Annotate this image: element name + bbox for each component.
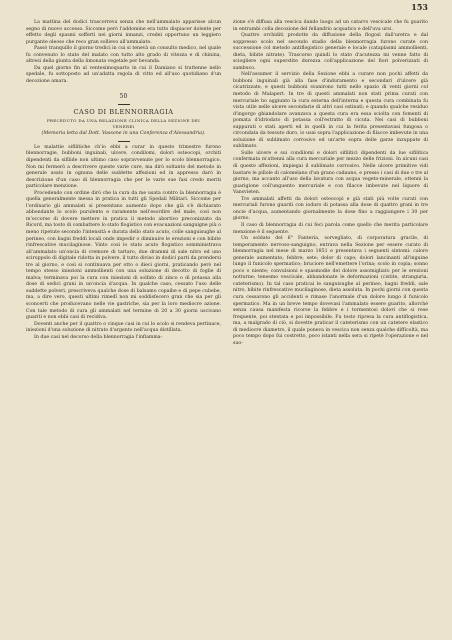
paragraph: zione s'è diffusa alla vescica dando luogo ad un catarro vescicale che fu guarito in entrambi colla decozione del fellandrio acquatico e dell'uva ursi.	[233, 20, 428, 32]
section-number: 50	[119, 93, 128, 101]
paragraph: In due casi nel decorso della blennorragia l'infiamma-	[34, 334, 163, 340]
paragraph: Un soldato del 6° Fanteria, sorvegliato, di corporatura gracile, di temperamento nervoso-sanguigno, entrava nella Sezione per essere curato di blennorragia nel mese di marzo 1851 e presentava i seguenti sintomi: calore generale aumentato; febbre; sete; dolor di capo; dolori lancinanti all'inguine lungo il funicolo spermatico; bruciore nell'emettere l'orina; scolo in copia; sonno poco o niente; convulsioni e spasmodie del dolore assomigliato per le erezioni notturne; tenesmo vescicale, abbandonate le deformazioni (cistite, stranguria, cateterismo). In tal caso praticai le sanguisughe al perineo, bagni freddi, sale nitro, bibite rinfrescative mucilaginose, dieta assoluta. In pochi giorni con questa cura cessarono gli accidenti e rimase l'anormale d'un dolore lungo il funicolo spermatico. Ma in un breve tempo dovevasi l'ammalato essere guarito, allorché senza causa manifesta ricorse la febbre e i tormentosi dolori che si rese frequente, poi stentata e poi impossibile. Fu tosto ripresa la cura antiflogistica, ma, a malgrado di ciò, si dovette praticar il cateterismo con un catetere elastico di mediocre diametro, il quale poneva in vescica non senza qualche difficoltà, ma poco tempo dopo fui costretto, poco istanti nella sera si ripetè l'operazione e nel suo-	[233, 236, 428, 346]
article-title: CASO DI BLENNORRAGIA	[73, 108, 174, 117]
paragraph: Procedendo con ordine dirò che la cura da me usata contro la blennorragia è quella generalmente messa in pratica in tutti gli Spedali Militari. Siccome per l'ordinario gli ammalati si presentano aumento dopo che già s'è dichiarato abbondante lo scolo purulento e raramente nell'esordire del male, così non m'occorse di dovere mettere in pratica il metodo abortivo preconizzato da Ricord, ma tosto di combattere lo stato flogistico con evacuazioni sanguigne più o meno ripetute secondo l'intensità e durata dello stato acuto, colle sanguisughe al perineo, con bagni freddi locali onde impedir o diminuire le erezioni e con bibite rinfrescative mucilaginose. Vinto così lo stato acuto flogistico somministrava all'ammalato un'oncia di cremore di tartaro, due drammi di sale nitro ed uno sciroppolo di digitale ridotta in polvere, il tutto diviso in dodici parti da prendersi tre al giorno, e così si continuava per otto o dieci giorni, praticando però nel tempo stesso iniezioni ammollienti con una soluzione di decotto di foglie di malva; terminava poi la cura con iniezioni di solfato di zinco o di potassa alla dose di sedici grani in un'oncia d'acqua. In qualche caso, cessato l'uso delle suddette polveri, prescriveva qualche dose di balsamo copaibe e di pepe cubebe, ma, a dire vero, questi ultimi rimedî non mi soddisfecero gran che sia per gli sconcerti che producevano nelle vie gastriche, sia per la loro mediocre azione. Con tale metodo di cura gli ammalati nel termine di 20 a 30 giorni uscivano guariti e non ebbi casi di recidiva.	[26, 190, 221, 321]
paragraph: Sulle ulcere e sui condilomi e dolori sifilitici dipendenti da lue sifilitica confermata m'attenni alla cura mercuriale per mezzo delle frizioni. In alcuni casi di queste affezioni, impiegai il sublimato corrosivo. Nelle ulcere primitive vidi bastare le pillole di calomelano d'un grano cadauno, e presso i casi di due o tre al giorno, ma accanto all'uso della lavatura con acqua vegeto-minerale, ottenni la guarigione coll'unguento mercuriale e con filacce imbevute nel liquore di Vansvieten.	[233, 150, 428, 196]
paragraph: Nell'assumer il servizio della Sezione ebbi a curare non pochi affetti da bubboni inguinali già alla fase d'induramento e secondari d'ulcere già cicatrizzate, e questi bubboni svanirono tutti nello spazio di venti giorni col metodo di Malapert. In tre di questi ammalati non stati prima curati con mercuriale ho aggiunto la cura esterna dell'interna e questa cura combinata fu vista utile nelle ulcere secondarie di altri casi ostinati; e quando qualche residuo d'ingorgo ghiandolare avanzava a questa cura era essa sciolta con fomenti di pomata d'idriodato di potassa coll'estratto di cicuta. Nei casi di bubboni suppurati o stati aperti ed in quelli in cui la ferita presentavasi fungosa o circondata da tessuto duro, io usai sopra l'applicazione di filacce imbevute in una soluzione di sublimato corrosivo ed un'arte sopra delle garze inzuppate di sublimato.	[233, 72, 428, 150]
section-divider	[118, 104, 130, 105]
two-column-layout	[26, 20, 428, 347]
paragraph: Quattro orchiditi prodotte da diffusione della flogosi dall'uretra e dal soppresso scolo nel secondo stadio della blennorragia furono curate con successione col metodo antiflogistico generale e locale (cataplasmi ammollienti, dieta, bibite nitrate). Trascorso quindi lo stato d'acutezza mi venne fatto di sciogliere ogni superstite durezza coll'applicazione del fiori polverizzati di sambuco.	[233, 33, 428, 71]
left-column	[26, 20, 221, 347]
paragraph: Tre ammalati affetti da dolori osteocopi e già stati più volte curati con mercuriali furono guariti con ioduro di potassa alla dose di quattro grani in tre oncie d'acqua, aumentando giornalmente la dose fino a raggiungere i 30 per giorno.	[233, 196, 428, 222]
paragraph: La mattina del dodici trascorreva senza che nell'ammalato apparisse alcun segno di nuovo accesso. Siccome però l'addomine era tutto dispiacer dolente per effetto degli spasmi sofferti nei giorni innanzi, credei opportuno un leggiero purgante oleoso che reco gran sollievo all'ammalato.	[26, 20, 221, 45]
paragraph: Le malattie sifilitiche ch'io ebbi a curar in questo trimestre furono blennorragie, bubboni inguinali, ulcere, condilomi, dolori osteocopi, orchiti dipendenti da sifilide non ultimo caso sopravvenute per lo scolo blennorragico. Non mi fermerò a descrivere queste varie cure, ma dirò soltanto del metodo in generale usato in ognuna delle suddette affezioni ed in appresso darò in descrizione d'un caso di blennorragia che per le varie sue fasi credo meriti particolare menzione.	[26, 144, 221, 190]
paragraph: Il caso di blennorragia di cui feci parola come quello che merita particolare menzione è il seguente.	[233, 222, 428, 235]
paragraph: Doventi anche per il quattro o cinque casi in cui lo scolo si rendeva pertinace, iniezioni d'una soluzione di nitrato d'argento nell'acqua distillata.	[26, 321, 221, 334]
paragraph: Passò tranquillo il giorno tredici in cui si tenevà un consulto medico, nel quale fu convenuto lo stato del malato con tutto alto grado di vitezza e di chinina, altresì della giunta della limonata vegetale per bevanda.	[26, 46, 221, 65]
article-author: (Memoria letta dal Dott. Vassone in una Conferenza d'Alessandria).	[41, 130, 206, 136]
right-column	[233, 20, 428, 347]
article-subtitle: PRECEDUTO DA UNA RELAZIONE CLINICA DELLA SEZIONE DEI VENEREI	[46, 118, 201, 129]
title-divider	[118, 141, 130, 142]
paragraph: Da quel giorno fin al ventesimoquarto in cui il Damiano si trattenne nello spedale, fu sottoposto ad un'adatta regola di vitto ed all'uso quotidiano d'un decozione amara.	[26, 65, 221, 84]
page-number: 153	[411, 2, 428, 12]
